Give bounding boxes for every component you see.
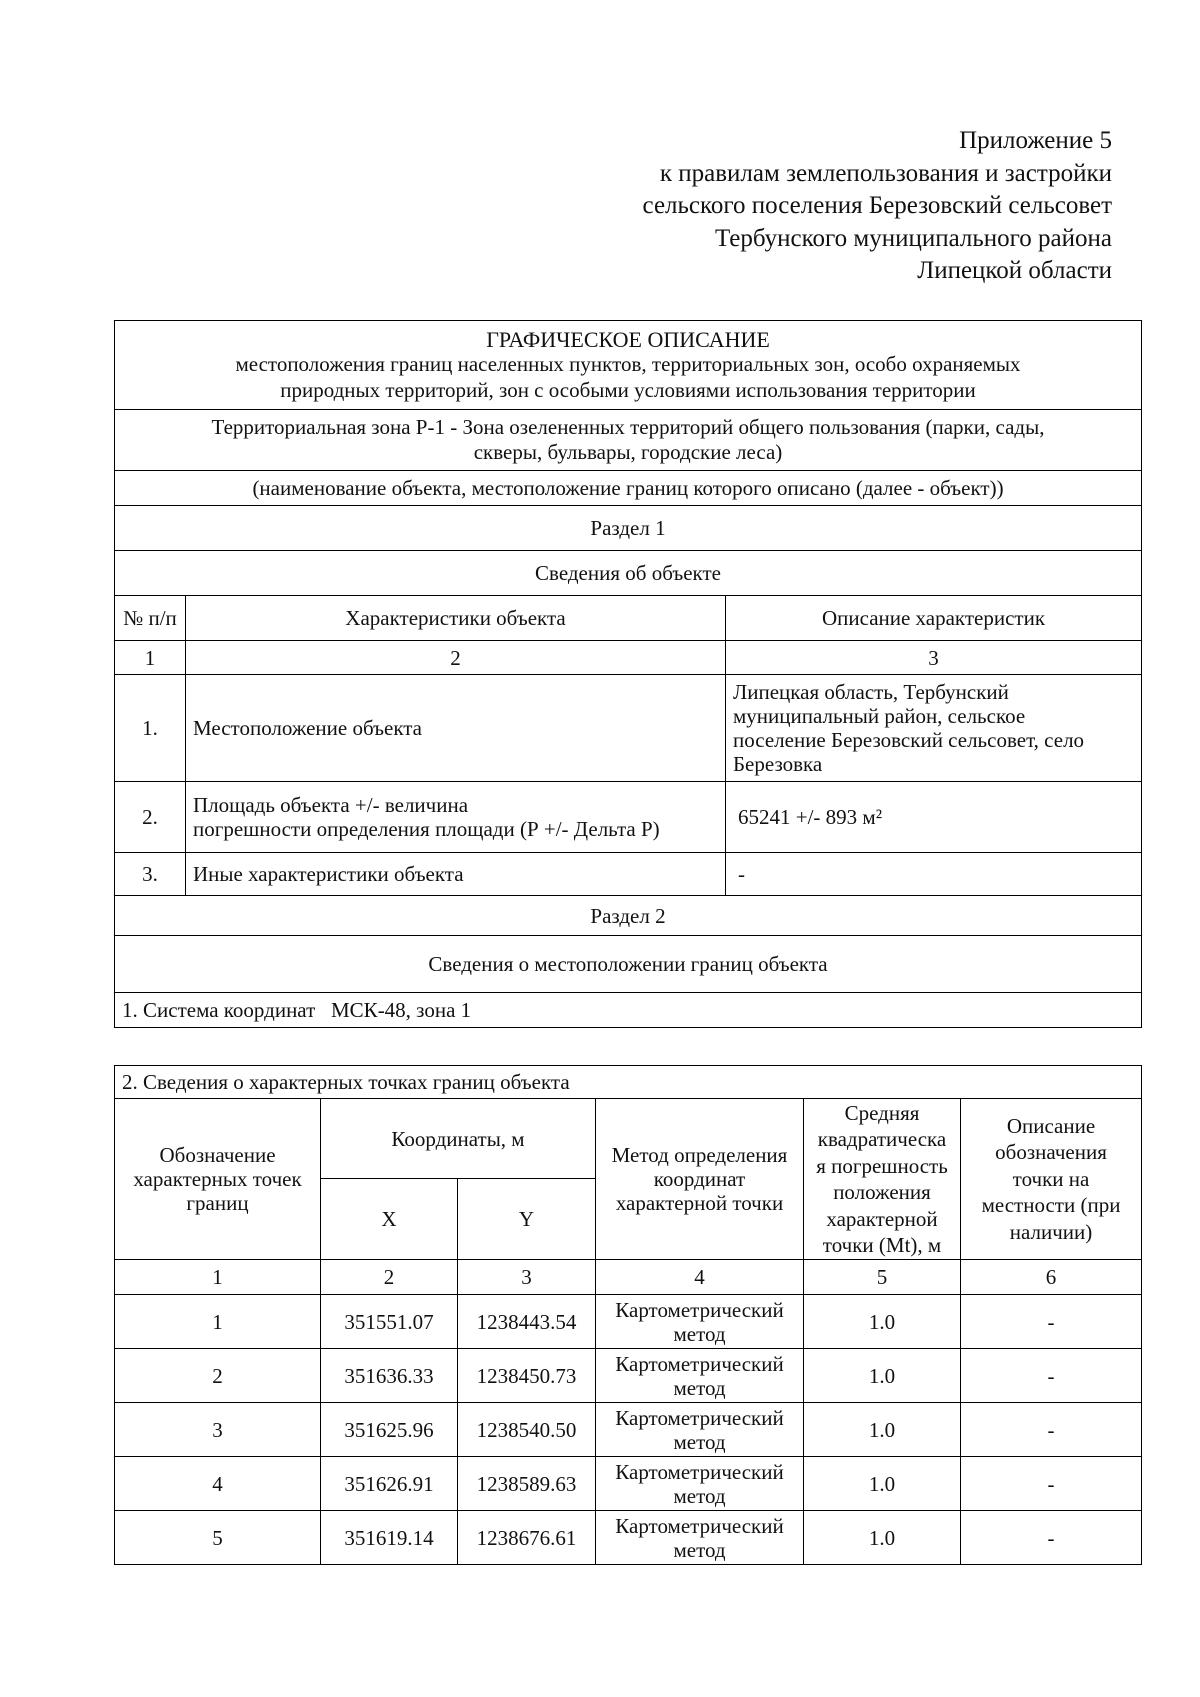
row-value-line: муниципальный район, сельское <box>733 704 1026 728</box>
table-row <box>115 1457 1142 1511</box>
col-number: 3 <box>726 641 1142 675</box>
appendix-line: Тербунского муниципального района <box>714 224 1112 252</box>
header-error-line: Средняя <box>844 1100 920 1125</box>
header-description-line: наличии) <box>1009 1219 1093 1244</box>
header-description <box>961 1099 1142 1260</box>
points-header-row <box>115 1099 1142 1179</box>
row-name: Местоположение объекта <box>186 675 726 782</box>
object-name-cell <box>115 410 1142 471</box>
point-method-line: метод <box>673 1375 726 1400</box>
header-point-line: границ <box>186 1191 249 1215</box>
header-description: Описание характеристик <box>726 596 1142 641</box>
header-error-line: точки (Mt), м <box>822 1233 942 1257</box>
coord-system-row <box>115 993 1142 1028</box>
row-value-line: Липецкая область, Тербунский <box>733 680 1009 704</box>
header-description-line: точки на <box>1012 1166 1090 1191</box>
section2-title: Раздел 2 <box>115 896 1142 936</box>
point-desc: - <box>961 1511 1142 1565</box>
section2-title-row <box>115 896 1142 936</box>
graphic-description-row <box>115 321 1142 410</box>
header-method-line: координат <box>653 1167 746 1191</box>
header-description-line: местности (при <box>981 1193 1121 1218</box>
header-error <box>804 1099 961 1260</box>
header-description-line: обозначения <box>995 1140 1107 1165</box>
coord-system: 1. Система координат МСК-48, зона 1 <box>115 993 1142 1028</box>
document-subtitle: природных территорий, зон с особыми условиями использования территории <box>280 377 976 402</box>
point-y: 1238443.54 <box>458 1295 596 1349</box>
appendix-line: Приложение 5 <box>959 127 1112 154</box>
row-value-line: поселение Березовский сельсовет, село <box>733 728 1085 752</box>
section1-subtitle-row <box>115 551 1142 596</box>
point-x: 351625.96 <box>321 1403 458 1457</box>
object-info-table <box>114 320 1142 1028</box>
points-table <box>114 1065 1142 1565</box>
section1-subtitle: Сведения об объекте <box>115 551 1142 596</box>
header-point-line: характерных точек <box>133 1167 302 1191</box>
point-error: 1.0 <box>804 1511 961 1565</box>
point-x: 351551.07 <box>321 1295 458 1349</box>
header-error-line: характерной <box>826 1206 938 1231</box>
header-point-line: Обозначение <box>159 1143 276 1167</box>
object-caption-row <box>115 471 1142 506</box>
row-num: 3. <box>115 853 186 896</box>
object-name-row <box>115 410 1142 471</box>
point-id: 3 <box>115 1403 321 1457</box>
appendix-line: Липецкой области <box>917 257 1112 284</box>
point-x: 351626.91 <box>321 1457 458 1511</box>
header-error-line: квадратическа <box>817 1127 947 1151</box>
section2-subtitle: Сведения о местоположении границ объекта <box>115 936 1142 993</box>
section1-title: Раздел 1 <box>115 506 1142 551</box>
col-number: 2 <box>321 1260 458 1295</box>
col-number: 2 <box>186 641 726 675</box>
object-name-caption: (наименование объекта, местоположение границ которого описано (далее - объект)) <box>115 471 1142 506</box>
point-method <box>596 1349 804 1403</box>
point-x: 351636.33 <box>321 1349 458 1403</box>
document-title: ГРАФИЧЕСКОЕ ОПИСАНИЕ <box>486 326 770 352</box>
point-method <box>596 1511 804 1565</box>
header-y: Y <box>458 1179 596 1260</box>
point-error: 1.0 <box>804 1457 961 1511</box>
point-method-line: Картометрический <box>615 1513 784 1538</box>
appendix-header <box>492 125 1112 288</box>
table-row <box>115 782 1142 853</box>
point-id: 2 <box>115 1349 321 1403</box>
point-id: 5 <box>115 1511 321 1565</box>
header-x: X <box>321 1179 458 1260</box>
points-info-row <box>115 1066 1142 1099</box>
point-method-line: Картометрический <box>615 1405 784 1430</box>
header-method <box>596 1099 804 1260</box>
section1-title-row <box>115 506 1142 551</box>
row-num: 1. <box>115 675 186 782</box>
header-point <box>115 1099 321 1260</box>
point-method-line: метод <box>673 1483 726 1508</box>
point-y: 1238676.61 <box>458 1511 596 1565</box>
row-name-line: погрешности определения площади (Р +/- Дельта Р) <box>193 817 660 841</box>
point-desc: - <box>961 1457 1142 1511</box>
col-number: 4 <box>596 1260 804 1295</box>
row-name-line: Площадь объекта +/- величина <box>193 793 469 817</box>
row-num: 2. <box>115 782 186 853</box>
point-method <box>596 1295 804 1349</box>
header-error-line: я погрешность <box>816 1153 948 1178</box>
point-method-line: метод <box>673 1537 726 1562</box>
row-name: Иные характеристики объекта <box>186 853 726 896</box>
appendix-line: к правилам землепользования и застройки <box>659 159 1112 187</box>
col-number: 6 <box>961 1260 1142 1295</box>
table-row <box>115 1349 1142 1403</box>
points-info: 2. Сведения о характерных точках границ объекта <box>115 1066 1142 1099</box>
point-y: 1238540.50 <box>458 1403 596 1457</box>
point-method <box>596 1403 804 1457</box>
point-method-line: Картометрический <box>615 1297 784 1322</box>
row-value-line: Березовка <box>733 752 823 776</box>
point-x: 351619.14 <box>321 1511 458 1565</box>
col-number: 1 <box>115 641 186 675</box>
point-method <box>596 1457 804 1511</box>
col-number: 5 <box>804 1260 961 1295</box>
header-method-line: характерной точки <box>615 1191 784 1215</box>
header-description-line: Описание <box>1006 1113 1096 1138</box>
col-number: 3 <box>458 1260 596 1295</box>
graphic-description-title <box>115 321 1142 410</box>
point-desc: - <box>961 1403 1142 1457</box>
row-value: - <box>726 853 1142 896</box>
table-row <box>115 1295 1142 1349</box>
header-num: № п/п <box>115 596 186 641</box>
section1-colnum-row <box>115 641 1142 675</box>
table-row <box>115 853 1142 896</box>
object-name-line: скверы, бульвары, городские леса) <box>473 440 783 464</box>
point-y: 1238589.63 <box>458 1457 596 1511</box>
row-value <box>726 675 1142 782</box>
row-name <box>186 782 726 853</box>
object-name-line: Территориальная зона Р-1 - Зона озелененных территорий общего пользования (парки, сады, <box>211 414 1045 439</box>
header-coords: Координаты, м <box>321 1099 596 1179</box>
point-desc: - <box>961 1295 1142 1349</box>
point-id: 1 <box>115 1295 321 1349</box>
points-colnum-row <box>115 1260 1142 1295</box>
col-number: 1 <box>115 1260 321 1295</box>
area-value: 65241 +/- 893 м² <box>726 782 1142 853</box>
point-error: 1.0 <box>804 1295 961 1349</box>
header-characteristic: Характеристики объекта <box>186 596 726 641</box>
table-row <box>115 1511 1142 1565</box>
point-error: 1.0 <box>804 1349 961 1403</box>
point-error: 1.0 <box>804 1403 961 1457</box>
header-method-line: Метод определения <box>611 1143 788 1167</box>
point-method-line: метод <box>673 1321 726 1346</box>
table-row <box>115 675 1142 782</box>
point-method-line: метод <box>673 1429 726 1454</box>
section2-subtitle-row <box>115 936 1142 993</box>
section1-header-row <box>115 596 1142 641</box>
point-method-line: Картометрический <box>615 1351 784 1376</box>
header-error-line: положения <box>833 1180 931 1204</box>
document-subtitle: местоположения границ населенных пунктов, территориальных зон, особо охраняемых <box>235 352 1021 377</box>
table-row <box>115 1403 1142 1457</box>
appendix-line: сельского поселения Березовский сельсовет <box>642 192 1112 219</box>
point-y: 1238450.73 <box>458 1349 596 1403</box>
point-method-line: Картометрический <box>615 1459 784 1484</box>
point-desc: - <box>961 1349 1142 1403</box>
point-id: 4 <box>115 1457 321 1511</box>
